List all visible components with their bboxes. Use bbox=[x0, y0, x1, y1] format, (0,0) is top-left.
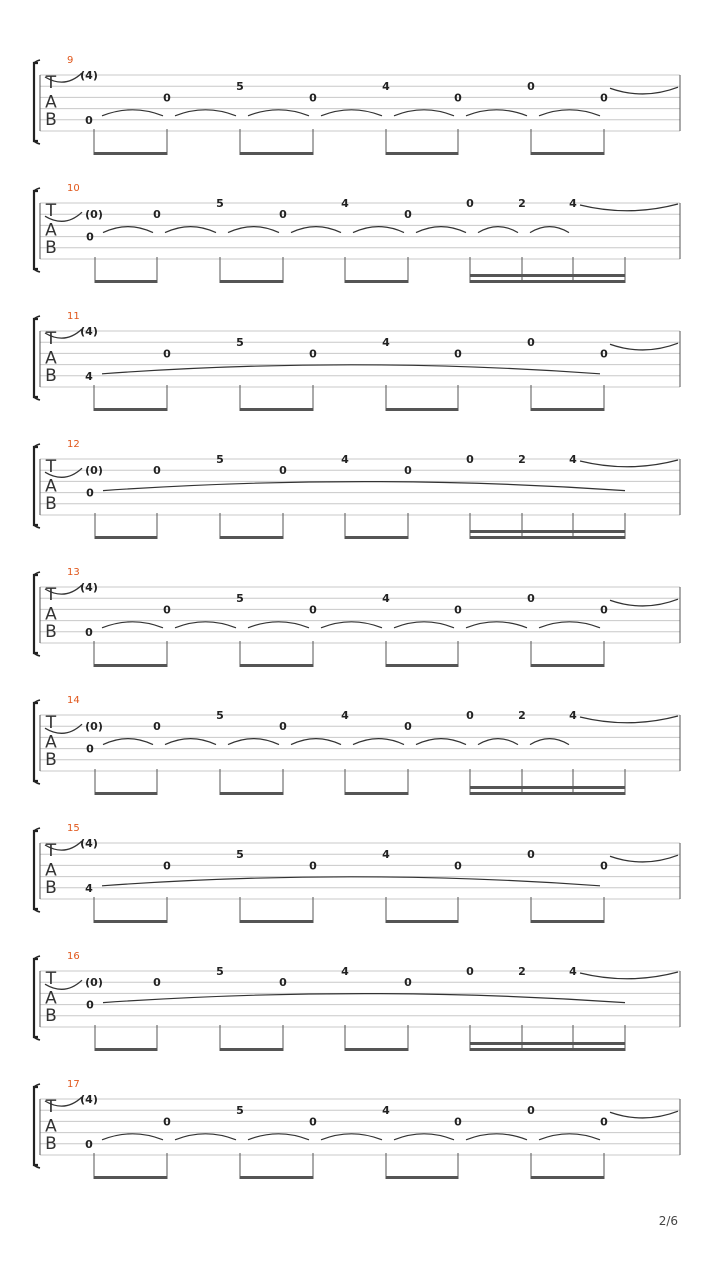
fret-number: 5 bbox=[216, 965, 224, 978]
fret-number: 4 bbox=[569, 453, 577, 466]
fret-number: 4 bbox=[341, 197, 349, 210]
fret-number: 4 bbox=[382, 592, 390, 606]
let-ring-arc bbox=[248, 110, 309, 116]
beam bbox=[470, 1048, 625, 1051]
let-ring-arc bbox=[539, 622, 600, 628]
beam bbox=[386, 408, 458, 411]
fret-number: 0 bbox=[309, 1115, 317, 1129]
beam bbox=[386, 664, 458, 667]
tie-out bbox=[580, 716, 678, 723]
beam bbox=[220, 280, 283, 283]
tie-out bbox=[610, 343, 678, 350]
fret-number: 0 bbox=[527, 336, 535, 350]
fret-number: 5 bbox=[236, 1104, 244, 1118]
fret-number: 0 bbox=[454, 859, 462, 873]
fret-number: 0 bbox=[153, 720, 161, 734]
let-ring-arc bbox=[321, 110, 382, 116]
beam bbox=[94, 152, 167, 155]
system-bracket bbox=[34, 959, 38, 1037]
tab-clef-a: A bbox=[45, 988, 57, 1009]
tab-system bbox=[34, 439, 680, 539]
fret-number-tied: (0) bbox=[85, 208, 103, 222]
let-ring-arc bbox=[175, 1134, 236, 1140]
measure-number: 9 bbox=[67, 55, 74, 66]
fret-number: 0 bbox=[600, 1115, 608, 1129]
fret-number: 4 bbox=[341, 709, 349, 722]
measure-number: 12 bbox=[67, 439, 80, 450]
let-ring-arc bbox=[466, 622, 527, 628]
let-ring-arc bbox=[416, 739, 466, 745]
beam bbox=[220, 536, 283, 539]
let-ring-arc bbox=[103, 739, 153, 745]
beam bbox=[94, 920, 167, 923]
fret-number: 2 bbox=[518, 453, 526, 466]
tab-clef-t: T bbox=[45, 713, 57, 734]
fret-number-tied: (0) bbox=[85, 464, 103, 478]
fret-number: 5 bbox=[216, 709, 224, 722]
system-bracket bbox=[34, 831, 38, 909]
sustain-tie bbox=[103, 482, 625, 491]
measure-number: 14 bbox=[67, 695, 80, 706]
tab-system bbox=[34, 695, 680, 795]
fret-number: 0 bbox=[466, 965, 474, 978]
tab-system bbox=[34, 1079, 680, 1179]
tab-clef-t: T bbox=[45, 73, 57, 94]
beam bbox=[345, 792, 408, 795]
beam bbox=[95, 1048, 157, 1051]
beam-secondary bbox=[470, 1042, 625, 1045]
fret-number: 4 bbox=[341, 453, 349, 466]
tab-clef-b: B bbox=[45, 365, 57, 386]
fret-number: 0 bbox=[163, 347, 171, 361]
let-ring-arc bbox=[539, 1134, 600, 1140]
beam bbox=[531, 920, 604, 923]
beam bbox=[240, 664, 313, 667]
tie-out bbox=[580, 972, 678, 979]
let-ring-arc bbox=[466, 110, 527, 116]
fret-number: 5 bbox=[236, 336, 244, 350]
fret-number: 0 bbox=[404, 976, 412, 990]
fret-number-bass: 4 bbox=[85, 881, 93, 895]
beam-secondary bbox=[470, 274, 625, 277]
beam bbox=[531, 152, 604, 155]
fret-number: 0 bbox=[466, 709, 474, 722]
let-ring-arc bbox=[248, 1134, 309, 1140]
measure-number: 13 bbox=[67, 567, 80, 578]
tab-clef-b: B bbox=[45, 237, 57, 258]
page-number: 2/6 bbox=[658, 1214, 678, 1228]
fret-number: 0 bbox=[279, 464, 287, 478]
beam bbox=[470, 280, 625, 283]
fret-number-bass: 0 bbox=[86, 998, 94, 1012]
beam bbox=[240, 1176, 313, 1179]
fret-number: 0 bbox=[153, 208, 161, 222]
fret-number: 0 bbox=[163, 91, 171, 105]
tab-clef-b: B bbox=[45, 621, 57, 642]
sustain-tie bbox=[102, 365, 600, 374]
fret-number-tied: (4) bbox=[80, 837, 98, 850]
beam bbox=[94, 408, 167, 411]
let-ring-arc bbox=[102, 622, 163, 628]
beam bbox=[345, 1048, 408, 1051]
let-ring-arc bbox=[165, 739, 216, 745]
let-ring-arc bbox=[478, 739, 518, 745]
beam bbox=[386, 1176, 458, 1179]
fret-number: 5 bbox=[236, 80, 244, 94]
fret-number: 0 bbox=[163, 859, 171, 873]
fret-number: 5 bbox=[236, 848, 244, 862]
beam bbox=[470, 536, 625, 539]
fret-number: 0 bbox=[153, 976, 161, 990]
fret-number: 0 bbox=[309, 91, 317, 105]
tab-clef-t: T bbox=[45, 457, 57, 478]
beam bbox=[345, 280, 408, 283]
let-ring-arc bbox=[416, 227, 466, 233]
tab-clef-t: T bbox=[45, 841, 57, 862]
beam-secondary bbox=[470, 530, 625, 533]
beam bbox=[94, 1176, 167, 1179]
fret-number: 0 bbox=[309, 859, 317, 873]
let-ring-arc bbox=[321, 622, 382, 628]
fret-number: 0 bbox=[279, 976, 287, 990]
let-ring-arc bbox=[394, 622, 454, 628]
beam bbox=[345, 536, 408, 539]
fret-number: 0 bbox=[454, 1115, 462, 1129]
fret-number: 0 bbox=[279, 720, 287, 734]
tab-clef-b: B bbox=[45, 749, 57, 770]
beam bbox=[95, 536, 157, 539]
beam bbox=[531, 664, 604, 667]
fret-number-tied: (0) bbox=[85, 720, 103, 734]
measure-number: 17 bbox=[67, 1079, 80, 1090]
tab-clef-b: B bbox=[45, 877, 57, 898]
let-ring-arc bbox=[248, 622, 309, 628]
let-ring-arc bbox=[353, 739, 404, 745]
fret-number: 0 bbox=[404, 720, 412, 734]
tab-system bbox=[34, 311, 680, 411]
tie-out bbox=[580, 204, 678, 211]
tab-clef-t: T bbox=[45, 1097, 57, 1118]
let-ring-arc bbox=[228, 227, 279, 233]
tab-clef-a: A bbox=[45, 604, 57, 625]
system-bracket bbox=[34, 703, 38, 781]
tab-system bbox=[34, 823, 680, 923]
let-ring-arc bbox=[175, 622, 236, 628]
fret-number: 0 bbox=[163, 1115, 171, 1129]
let-ring-arc bbox=[530, 739, 569, 745]
tie-out bbox=[610, 855, 678, 862]
fret-number-bass: 0 bbox=[86, 742, 94, 756]
tab-clef-a: A bbox=[45, 1116, 57, 1137]
fret-number: 4 bbox=[382, 848, 390, 862]
beam bbox=[386, 152, 458, 155]
let-ring-arc bbox=[228, 739, 279, 745]
let-ring-arc bbox=[321, 1134, 382, 1140]
tab-clef-a: A bbox=[45, 860, 57, 881]
fret-number: 5 bbox=[216, 197, 224, 210]
fret-number-bass: 0 bbox=[86, 230, 94, 244]
tie-out bbox=[610, 87, 678, 94]
let-ring-arc bbox=[466, 1134, 527, 1140]
fret-number: 0 bbox=[404, 208, 412, 222]
fret-number: 0 bbox=[527, 848, 535, 862]
fret-number: 5 bbox=[216, 453, 224, 466]
fret-number: 0 bbox=[600, 603, 608, 617]
tab-clef-b: B bbox=[45, 493, 57, 514]
tab-clef-b: B bbox=[45, 109, 57, 130]
fret-number: 0 bbox=[466, 453, 474, 466]
let-ring-arc bbox=[353, 227, 404, 233]
beam bbox=[531, 408, 604, 411]
fret-number: 4 bbox=[382, 80, 390, 94]
tab-clef-a: A bbox=[45, 348, 57, 369]
tab-system bbox=[34, 951, 680, 1051]
beam bbox=[220, 792, 283, 795]
fret-number: 4 bbox=[569, 709, 577, 722]
fret-number: 0 bbox=[454, 347, 462, 361]
let-ring-arc bbox=[103, 227, 153, 233]
beam bbox=[94, 664, 167, 667]
let-ring-arc bbox=[478, 227, 518, 233]
fret-number-bass: 0 bbox=[85, 625, 93, 639]
fret-number: 0 bbox=[309, 603, 317, 617]
fret-number-bass: 0 bbox=[85, 113, 93, 127]
fret-number: 0 bbox=[600, 91, 608, 105]
let-ring-arc bbox=[394, 110, 454, 116]
fret-number-tied: (4) bbox=[80, 581, 98, 594]
system-bracket bbox=[34, 447, 38, 525]
fret-number: 0 bbox=[527, 1104, 535, 1118]
let-ring-arc bbox=[291, 739, 341, 745]
tab-clef-a: A bbox=[45, 732, 57, 753]
measure-number: 15 bbox=[67, 823, 80, 834]
let-ring-arc bbox=[394, 1134, 454, 1140]
measure-number: 11 bbox=[67, 311, 80, 322]
tab-clef-a: A bbox=[45, 220, 57, 241]
fret-number: 0 bbox=[600, 347, 608, 361]
fret-number: 4 bbox=[382, 336, 390, 350]
tab-clef-t: T bbox=[45, 969, 57, 990]
tab-clef-t: T bbox=[45, 201, 57, 222]
fret-number-bass: 0 bbox=[85, 1137, 93, 1151]
sustain-tie bbox=[103, 994, 625, 1003]
fret-number-bass: 4 bbox=[85, 369, 93, 383]
fret-number: 4 bbox=[341, 965, 349, 978]
system-bracket bbox=[34, 319, 38, 397]
system-bracket bbox=[34, 63, 38, 141]
beam bbox=[240, 152, 313, 155]
fret-number: 2 bbox=[518, 709, 526, 722]
beam bbox=[95, 280, 157, 283]
fret-number: 0 bbox=[527, 592, 535, 606]
tab-clef-b: B bbox=[45, 1005, 57, 1026]
let-ring-arc bbox=[530, 227, 569, 233]
tab-clef-a: A bbox=[45, 92, 57, 113]
fret-number: 0 bbox=[279, 208, 287, 222]
tie-out bbox=[610, 1111, 678, 1118]
tab-clef-t: T bbox=[45, 585, 57, 606]
fret-number-bass: 0 bbox=[86, 486, 94, 500]
fret-number: 5 bbox=[236, 592, 244, 606]
fret-number: 0 bbox=[454, 91, 462, 105]
tab-clef-t: T bbox=[45, 329, 57, 350]
beam bbox=[386, 920, 458, 923]
system-bracket bbox=[34, 1087, 38, 1165]
beam bbox=[220, 1048, 283, 1051]
tab-system bbox=[34, 183, 680, 283]
tab-clef-a: A bbox=[45, 476, 57, 497]
beam-secondary bbox=[470, 786, 625, 789]
tab-system bbox=[34, 567, 680, 667]
let-ring-arc bbox=[102, 1134, 163, 1140]
measure-number: 16 bbox=[67, 951, 80, 962]
fret-number-tied: (4) bbox=[80, 1093, 98, 1106]
fret-number: 0 bbox=[309, 347, 317, 361]
fret-number: 4 bbox=[569, 965, 577, 978]
beam bbox=[470, 792, 625, 795]
fret-number: 0 bbox=[466, 197, 474, 210]
beam bbox=[531, 1176, 604, 1179]
fret-number: 2 bbox=[518, 965, 526, 978]
fret-number-tied: (0) bbox=[85, 976, 103, 990]
fret-number: 0 bbox=[454, 603, 462, 617]
let-ring-arc bbox=[175, 110, 236, 116]
fret-number-tied: (4) bbox=[80, 325, 98, 338]
fret-number-tied: (4) bbox=[80, 69, 98, 82]
measure-number: 10 bbox=[67, 183, 80, 194]
fret-number: 0 bbox=[600, 859, 608, 873]
tab-system bbox=[34, 55, 680, 155]
system-bracket bbox=[34, 191, 38, 269]
beam bbox=[95, 792, 157, 795]
fret-number: 0 bbox=[404, 464, 412, 478]
tie-out bbox=[580, 460, 678, 467]
tab-clef-b: B bbox=[45, 1133, 57, 1154]
fret-number: 4 bbox=[382, 1104, 390, 1118]
fret-number: 0 bbox=[153, 464, 161, 478]
fret-number: 4 bbox=[569, 197, 577, 210]
fret-number: 0 bbox=[527, 80, 535, 94]
let-ring-arc bbox=[165, 227, 216, 233]
fret-number: 0 bbox=[163, 603, 171, 617]
sustain-tie bbox=[102, 877, 600, 886]
beam bbox=[240, 408, 313, 411]
let-ring-arc bbox=[102, 110, 163, 116]
system-bracket bbox=[34, 575, 38, 653]
fret-number: 2 bbox=[518, 197, 526, 210]
let-ring-arc bbox=[539, 110, 600, 116]
tie-out bbox=[610, 599, 678, 606]
beam bbox=[240, 920, 313, 923]
let-ring-arc bbox=[291, 227, 341, 233]
